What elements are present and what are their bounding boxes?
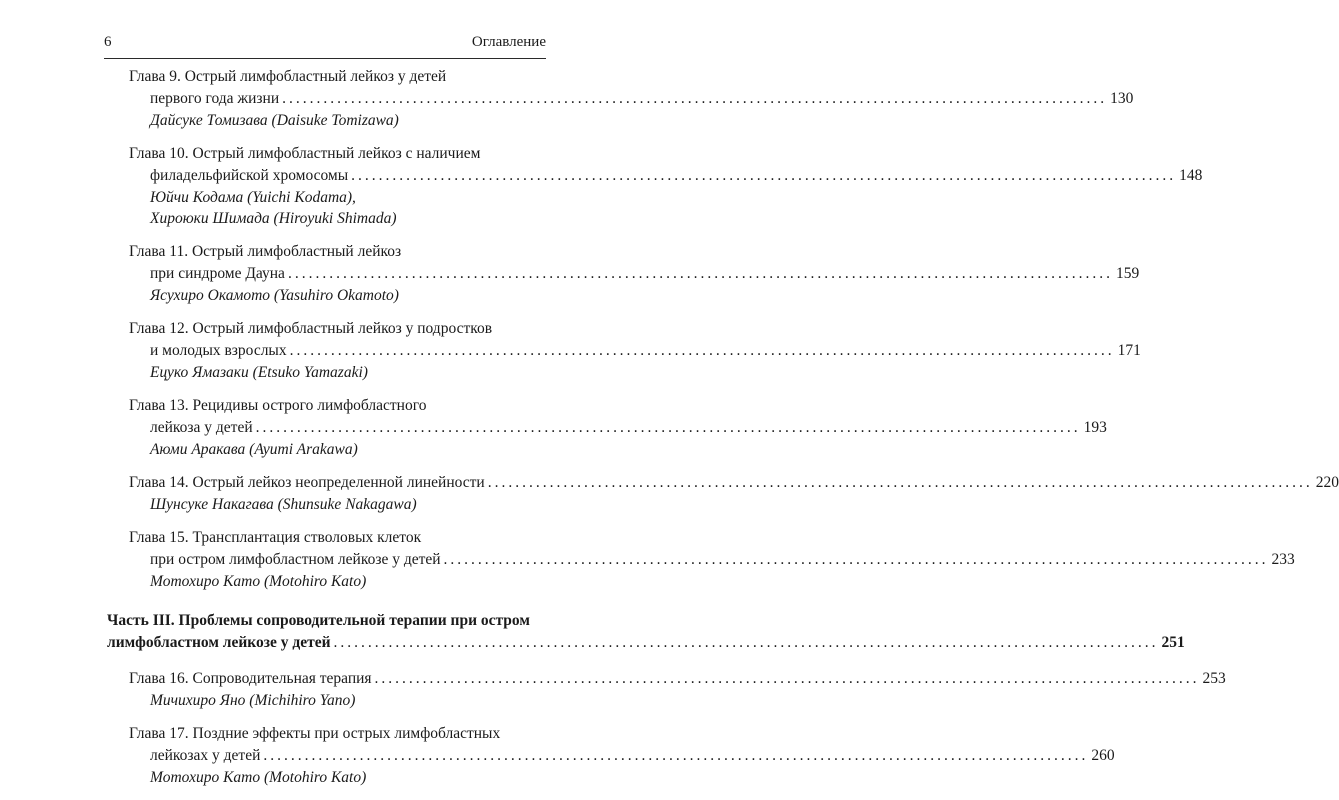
part-title: Часть III. Проблемы сопроводительной терапии при остром	[107, 612, 530, 629]
entry-text: лейкозах у детей	[150, 747, 261, 764]
chapter-title: Глава 9. Острый лимфобластный лейкоз у детей	[129, 68, 447, 85]
chapter-title: Глава 13. Рецидивы острого лимфобластного	[129, 397, 427, 414]
dot-leader: ........................................................................................................................	[351, 167, 1177, 184]
chapter-title: Глава 15. Трансплантация стволовых клеток	[129, 529, 422, 546]
leader-line	[150, 417, 1107, 439]
leader-line	[150, 263, 1140, 285]
page-header	[104, 34, 546, 54]
entry-text: филадельфийской хромосомы	[150, 167, 349, 184]
entry-text: первого года жизни	[150, 90, 280, 107]
chapter-page-number: 233	[1271, 551, 1295, 568]
part-title-continued	[0, 632, 1185, 654]
chapter-page-number: 159	[1115, 265, 1140, 282]
leader-line	[150, 745, 1115, 767]
table-of-contents	[0, 66, 1339, 800]
dot-leader: ........................................................................................................................	[487, 474, 1313, 491]
dot-leader: ........................................................................................................................	[282, 90, 1108, 107]
chapter-title: Глава 11. Острый лимфобластный лейкоз	[129, 243, 402, 260]
chapter-title	[0, 668, 1226, 690]
leader-line	[150, 165, 1203, 187]
chapter-page-number: 171	[1117, 342, 1141, 359]
page-number: 6	[104, 34, 112, 50]
entry-text: при синдроме Дауна	[150, 265, 285, 282]
chapter-author: Ясухиро Окамото (Yasuhiro Okamoto)	[150, 287, 399, 304]
chapter-title	[0, 472, 1339, 494]
chapter-title-continued	[0, 88, 1134, 110]
chapter-entry	[0, 472, 1339, 515]
leader-line	[150, 340, 1141, 362]
leader-line	[129, 668, 1226, 690]
dot-leader: ........................................................................................................................	[263, 747, 1089, 764]
chapter-entry	[0, 668, 1226, 711]
chapter-page-number: 130	[1110, 90, 1134, 107]
dot-leader: ........................................................................................................................	[255, 419, 1081, 436]
chapter-page-number: 220	[1315, 474, 1339, 491]
dot-leader: ........................................................................................................................	[374, 670, 1200, 687]
chapter-title-continued	[0, 165, 1203, 187]
chapter-page-number: 260	[1091, 747, 1115, 764]
chapter-entry	[0, 395, 1107, 460]
chapter-entry	[0, 66, 1134, 131]
part-entry	[0, 610, 1185, 654]
dot-leader: ........................................................................................................................	[333, 634, 1159, 651]
header-rule	[104, 58, 546, 59]
chapter-title: Глава 17. Поздние эффекты при острых лимфобластных	[129, 725, 501, 742]
chapter-title-continued	[0, 263, 1140, 285]
chapter-entry	[0, 723, 1115, 788]
chapter-page-number: 193	[1083, 419, 1107, 436]
chapter-title-continued	[0, 417, 1107, 439]
chapter-page-number: 148	[1179, 167, 1203, 184]
chapter-author: Юйчи Кодама (Yuichi Kodama),	[150, 189, 356, 206]
chapter-entry	[0, 318, 1141, 383]
chapter-author: Ецуко Ямазаки (Etsuko Yamazaki)	[150, 364, 368, 381]
part-title-continuation: лимфобластном лейкозе у детей	[107, 634, 331, 651]
chapter-title-continued	[0, 549, 1295, 571]
dot-leader: ........................................................................................................................	[287, 265, 1113, 282]
entry-text: лейкоза у детей	[150, 419, 253, 436]
chapter-author: Хироюки Шимада (Hiroyuki Shimada)	[150, 210, 397, 227]
chapter-author: Мотохиро Като (Motohiro Kato)	[150, 573, 367, 590]
chapter-author: Мичихиро Яно (Michihiro Yano)	[150, 692, 356, 709]
chapter-author: Мотохиро Като (Motohiro Kato)	[150, 769, 367, 786]
chapter-title-continued	[0, 745, 1115, 767]
chapter-page-number: 253	[1202, 670, 1226, 687]
chapter-title: Глава 10. Острый лимфобластный лейкоз с наличием	[129, 145, 481, 162]
running-title: Оглавление	[471, 34, 546, 50]
chapter-title: Глава 12. Острый лимфобластный лейкоз у подростков	[129, 320, 493, 337]
entry-text: Глава 14. Острый лейкоз неопределенной линейности	[129, 474, 485, 491]
chapter-entry	[0, 527, 1295, 592]
part-leader-line	[107, 632, 1185, 654]
dot-leader: ........................................................................................................................	[289, 342, 1115, 359]
leader-line	[150, 549, 1295, 571]
chapter-title-continued	[0, 340, 1141, 362]
chapter-author: Шунсуке Накагава (Shunsuke Nakagawa)	[150, 496, 417, 513]
leader-line	[129, 472, 1339, 494]
chapter-author: Дайсуке Томизава (Daisuke Tomizawa)	[150, 112, 399, 129]
chapter-list-a	[0, 66, 1339, 592]
entry-text: Глава 16. Сопроводительная терапия	[129, 670, 372, 687]
chapter-entry	[0, 241, 1140, 306]
chapter-entry	[0, 143, 1203, 229]
dot-leader: ........................................................................................................................	[443, 551, 1269, 568]
leader-line	[150, 88, 1134, 110]
entry-text: при остром лимфобластном лейкозе у детей	[150, 551, 441, 568]
entry-text: и молодых взрослых	[150, 342, 287, 359]
chapter-list-b	[0, 668, 1226, 788]
part-page-number: 251	[1161, 634, 1185, 651]
chapter-author: Аюми Аракава (Ayumi Arakawa)	[150, 441, 358, 458]
